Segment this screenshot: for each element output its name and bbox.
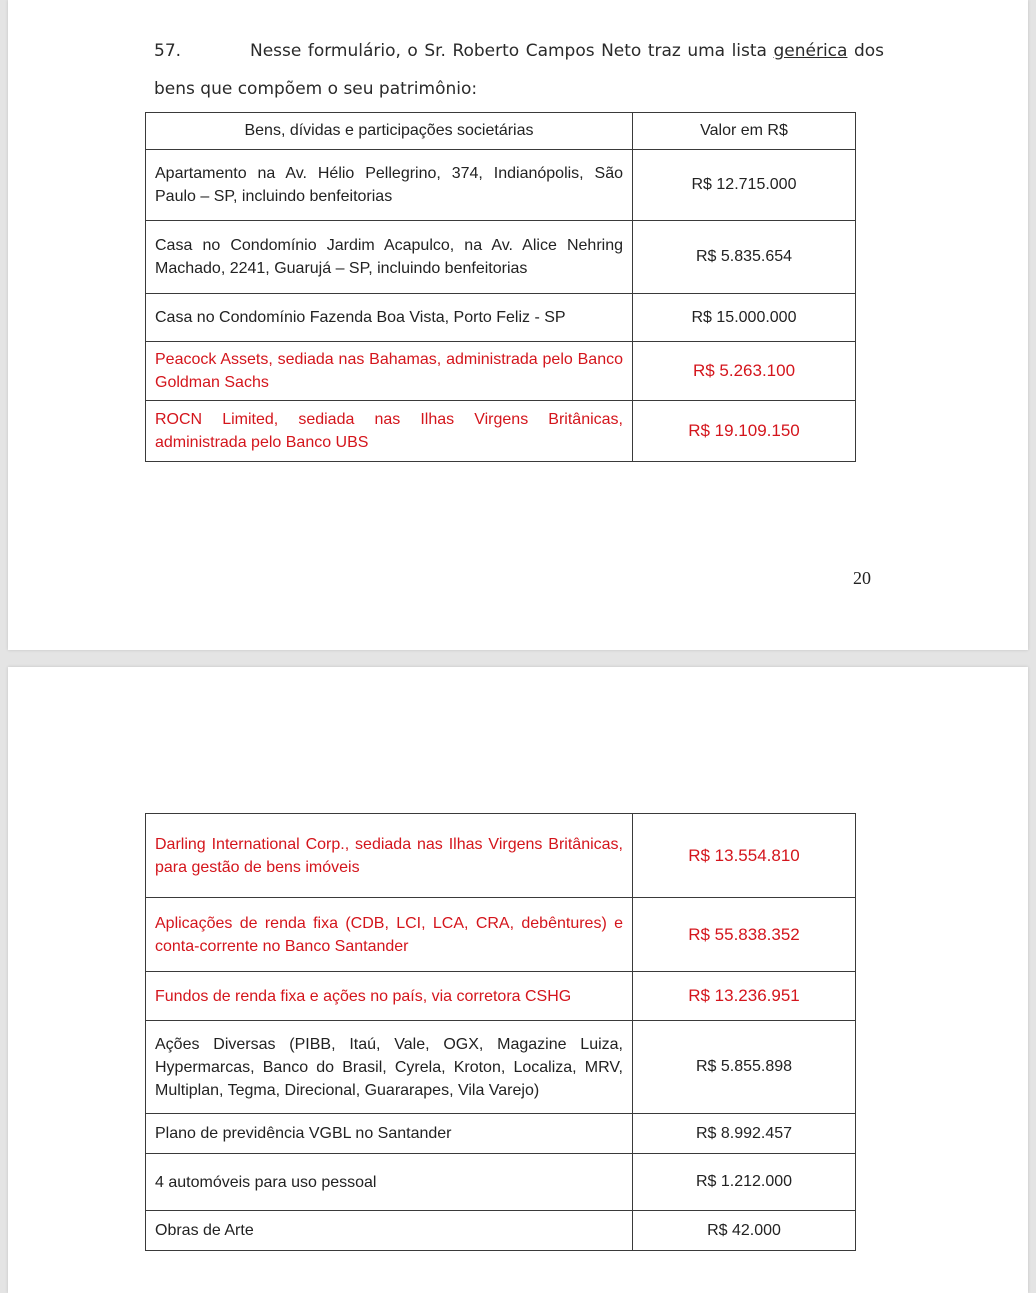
table-row-highlighted bbox=[146, 814, 856, 898]
row-value: R$ 12.715.000 bbox=[633, 150, 856, 221]
table-row-highlighted bbox=[146, 898, 856, 972]
assets-table-part-1 bbox=[145, 112, 856, 462]
row-description: Obras de Arte bbox=[146, 1211, 633, 1251]
table-row bbox=[146, 1211, 856, 1251]
row-description: 4 automóveis para uso pessoal bbox=[146, 1154, 633, 1211]
row-value: R$ 19.109.150 bbox=[633, 401, 856, 462]
row-description: Fundos de renda fixa e ações no país, via corretora CSHG bbox=[146, 972, 633, 1021]
row-description: Casa no Condomínio Fazenda Boa Vista, Porto Feliz - SP bbox=[146, 294, 633, 342]
row-value: R$ 13.554.810 bbox=[633, 814, 856, 898]
table-row-highlighted bbox=[146, 972, 856, 1021]
row-description: Aplicações de renda fixa (CDB, LCI, LCA, CRA, debêntures) e conta-corrente no Banco Santander bbox=[146, 898, 633, 972]
paragraph-text-before: Nesse formulário, o Sr. Roberto Campos Neto traz uma lista bbox=[250, 41, 774, 61]
row-value: R$ 1.212.000 bbox=[633, 1154, 856, 1211]
paragraph-57 bbox=[154, 32, 884, 108]
table-row bbox=[146, 294, 856, 342]
row-value: R$ 5.835.654 bbox=[633, 221, 856, 294]
row-value: R$ 55.838.352 bbox=[633, 898, 856, 972]
row-value: R$ 5.263.100 bbox=[633, 342, 856, 401]
row-value: R$ 42.000 bbox=[633, 1211, 856, 1251]
table-row bbox=[146, 221, 856, 294]
row-value: R$ 13.236.951 bbox=[633, 972, 856, 1021]
table-row bbox=[146, 150, 856, 221]
row-description: Peacock Assets, sediada nas Bahamas, administrada pelo Banco Goldman Sachs bbox=[146, 342, 633, 401]
row-description: Darling International Corp., sediada nas Ilhas Virgens Britânicas, para gestão de bens imóveis bbox=[146, 814, 633, 898]
table-row bbox=[146, 1021, 856, 1114]
row-description: Apartamento na Av. Hélio Pellegrino, 374, Indianópolis, São Paulo – SP, incluindo benfeitorias bbox=[146, 150, 633, 221]
table-row bbox=[146, 1154, 856, 1211]
row-value: R$ 5.855.898 bbox=[633, 1021, 856, 1114]
page-number: 20 bbox=[853, 568, 871, 588]
paragraph-number: 57. bbox=[154, 41, 182, 61]
row-description: Ações Diversas (PIBB, Itaú, Vale, OGX, Magazine Luiza, Hypermarcas, Banco do Brasil, Cyrela, Kroton, Localiza, MRV, Multiplan, Tegma, Direcional, Guararapes, Vila Varejo) bbox=[146, 1021, 633, 1114]
table-row-highlighted bbox=[146, 401, 856, 462]
row-value: R$ 15.000.000 bbox=[633, 294, 856, 342]
paragraph-text-after: dos bens que compõem o seu patrimônio: bbox=[154, 41, 885, 99]
row-description: Plano de previdência VGBL no Santander bbox=[146, 1114, 633, 1154]
header-description: Bens, dívidas e participações societárias bbox=[146, 113, 633, 150]
header-value: Valor em R$ bbox=[633, 113, 856, 150]
row-description: Casa no Condomínio Jardim Acapulco, na Av. Alice Nehring Machado, 2241, Guarujá – SP, incluindo benfeitorias bbox=[146, 221, 633, 294]
table-row bbox=[146, 1114, 856, 1154]
underlined-word: genérica bbox=[773, 41, 848, 61]
row-description: ROCN Limited, sediada nas Ilhas Virgens Britânicas, administrada pelo Banco UBS bbox=[146, 401, 633, 462]
table-header-row bbox=[146, 113, 856, 150]
row-value: R$ 8.992.457 bbox=[633, 1114, 856, 1154]
assets-table-part-2 bbox=[145, 813, 856, 1251]
table-row-highlighted bbox=[146, 342, 856, 401]
